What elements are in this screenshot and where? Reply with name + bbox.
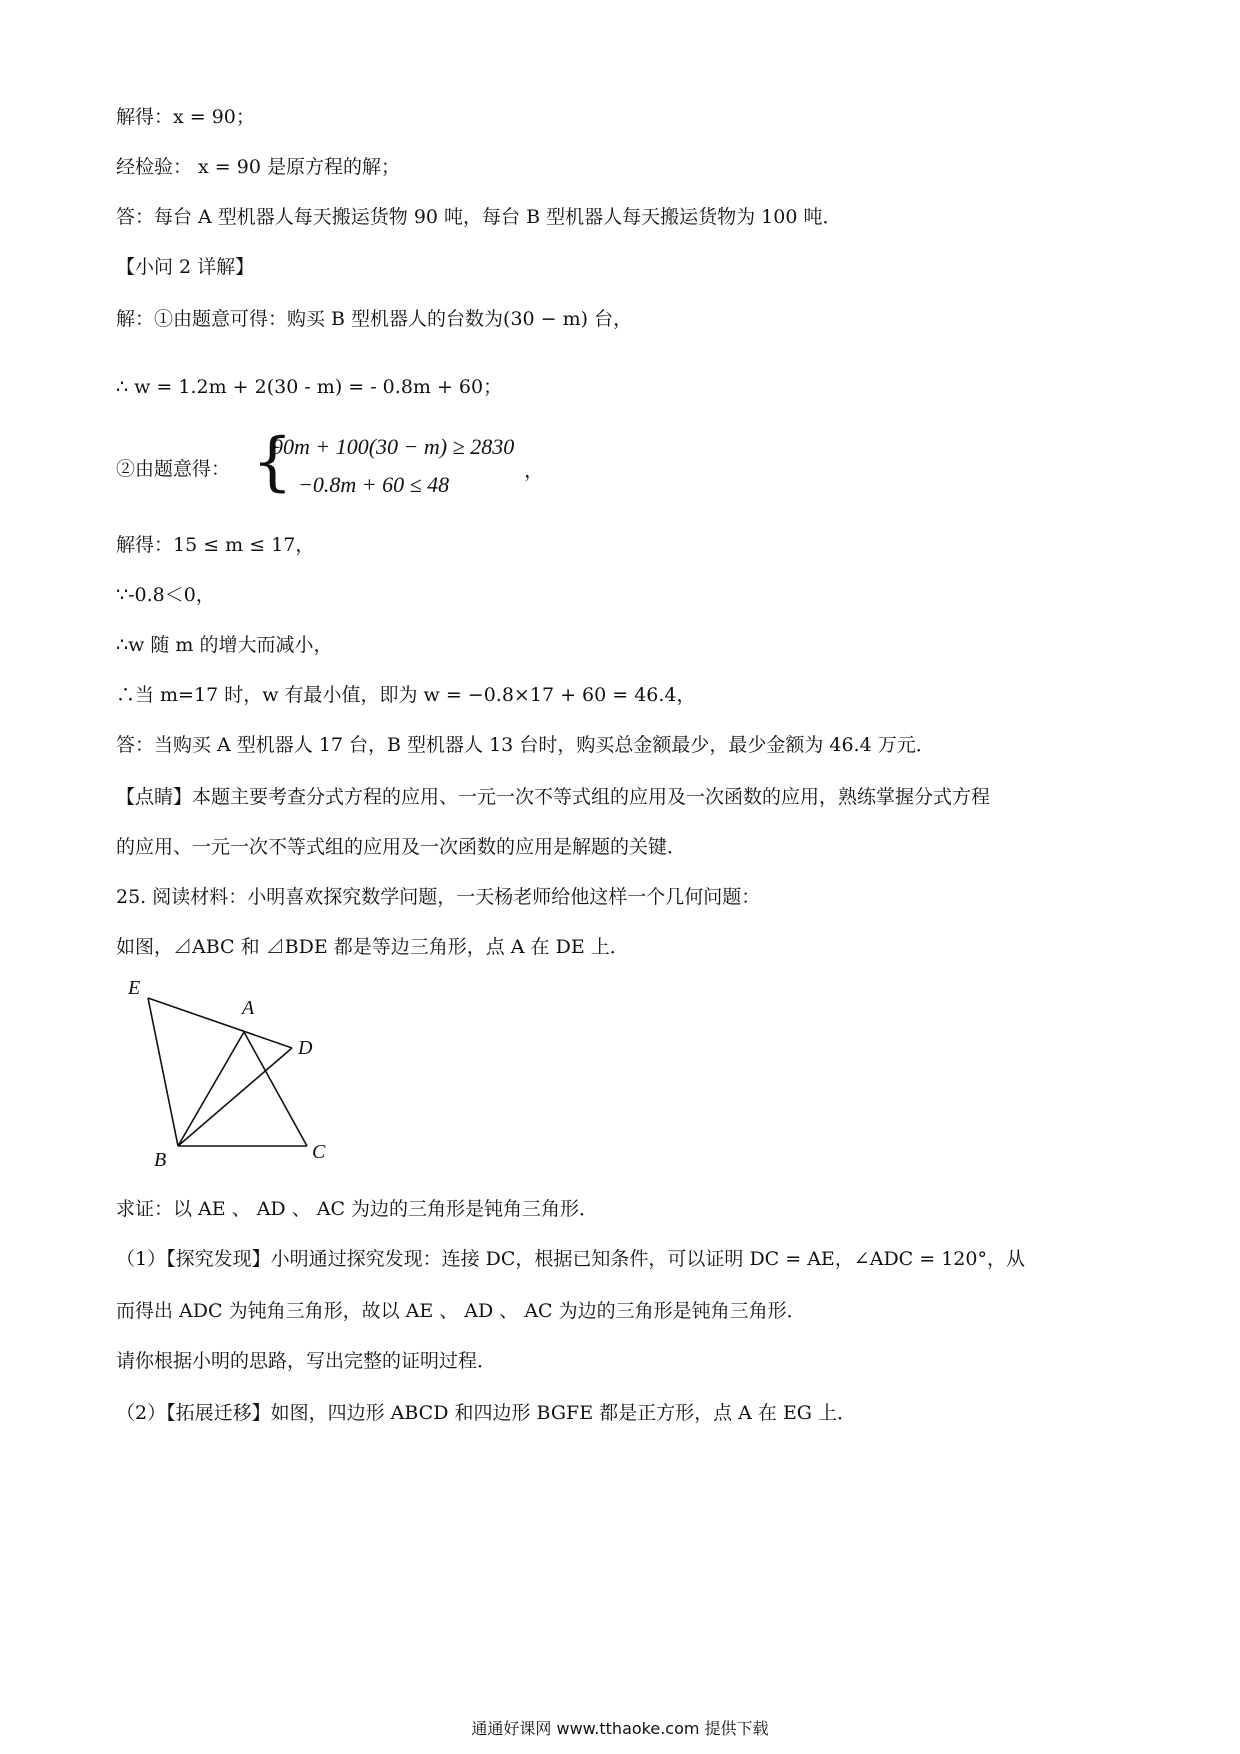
label-d: D (298, 1037, 313, 1059)
page-footer: 通通好课网 www.tthaoke.com 提供下载 (471, 1719, 769, 1738)
text-line-21: （2）【拓展迁移】如图，四边形 ABCD 和四边形 BGFE 都是正方形，点 A 在 EG 上． (116, 1402, 857, 1424)
geometry-figure (116, 970, 346, 1170)
segment-db (178, 1048, 292, 1146)
text-line-19: 而得出 ADC 为钝角三角形，故以 AE 、 AD 、 AC 为边的三角形是钝角三角形． (116, 1300, 806, 1322)
system-comma: ， (524, 458, 544, 482)
segment-eb (148, 998, 178, 1146)
segment-ab (178, 1032, 244, 1146)
label-c: C (312, 1141, 326, 1163)
text-line-18: （1）【探究发现】小明通过探究发现：连接 DC，根据已知条件，可以证明 DC = AE，∠ADC = 120°，从 (116, 1248, 1025, 1270)
text-line-16: 如图，⊿ABC 和 ⊿BDE 都是等边三角形，点 A 在 DE 上． (116, 936, 629, 958)
label-b: B (154, 1149, 167, 1170)
text-line-10: ∴w 随 m 的增大而减小， (116, 634, 333, 656)
text-line-7: ②由题意得： (116, 458, 231, 480)
text-line-13: 【点睛】本题主要考查分式方程的应用、一元一次不等式组的应用及一次函数的应用，熟练掌握分式方程 (116, 786, 991, 808)
text-line-1: 解得：x = 90； (116, 106, 255, 128)
text-line-20: 请你根据小明的思路，写出完整的证明过程． (116, 1350, 497, 1372)
inequality-system (252, 425, 552, 504)
inequality-row-2: −0.8m + 60 ≤ 48 (298, 472, 450, 497)
segment-ed (148, 998, 292, 1048)
text-line-6: ∴ w = 1.2m + 2(30 - m) = - 0.8m + 60； (116, 376, 503, 398)
text-line-17: 求证：以 AE 、 AD 、 AC 为边的三角形是钝角三角形． (116, 1198, 599, 1220)
system-brace: { (252, 425, 293, 499)
label-a: A (242, 997, 255, 1019)
problem-25-title: 25. 阅读材料：小明喜欢探究数学问题，一天杨老师给他这样一个几何问题： (116, 886, 761, 908)
inequality-row-1: 90m + 100(30 − m) ≥ 2830 (272, 434, 515, 459)
text-line-5: 解：①由题意可得：购买 B 型机器人的台数为(30 − m) 台， (116, 308, 633, 330)
section-heading-q2: 【小问 2 详解】 (116, 256, 255, 278)
text-line-11: ∴当 m=17 时，w 有最小值，即为 w = −0.8×17 + 60 = 46.4， (116, 684, 696, 706)
text-line-8: 解得：15 ≤ m ≤ 17， (116, 534, 315, 556)
text-line-2: 经检验： x = 90 是原方程的解； (116, 156, 400, 178)
text-line-3: 答：每台 A 型机器人每天搬运货物 90 吨，每台 B 型机器人每天搬运货物为 100 吨． (116, 206, 842, 228)
label-e: E (128, 977, 141, 999)
text-line-12: 答：当购买 A 型机器人 17 台，B 型机器人 13 台时，购买总金额最少，最少金额为 46.4 万元． (116, 734, 935, 756)
text-line-14: 的应用、一元一次不等式组的应用及一次函数的应用是解题的关键． (116, 836, 687, 858)
text-line-9: ∵-0.8＜0， (116, 584, 215, 606)
